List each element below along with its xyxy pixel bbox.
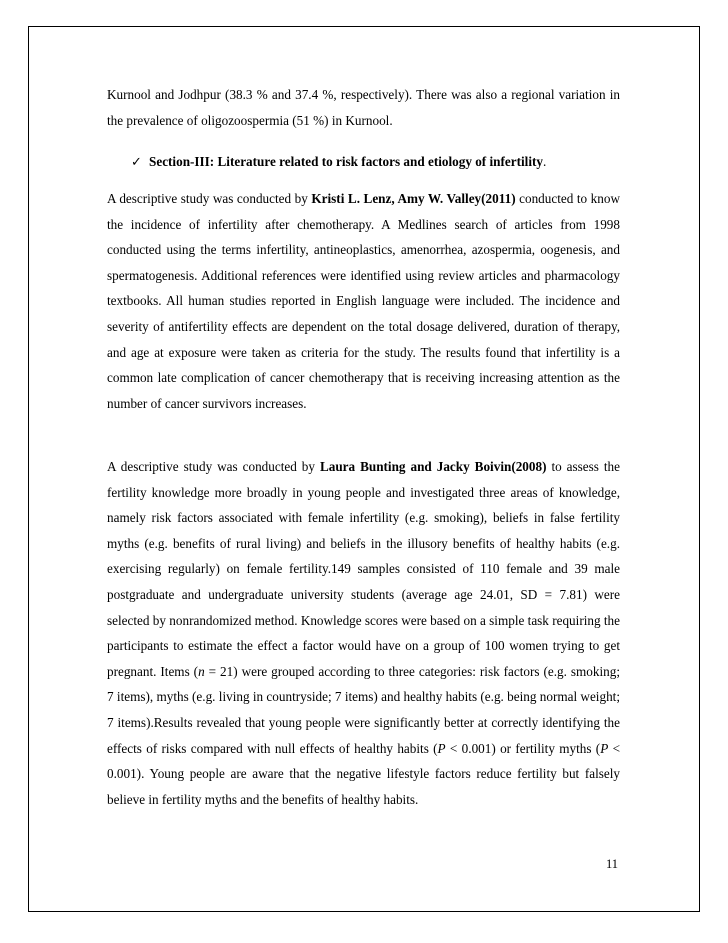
paragraph-2 — [107, 186, 620, 416]
paragraph-1 — [107, 82, 620, 133]
section-heading-title: Section-III: Literature related to risk factors and etiology of infertility — [149, 154, 543, 169]
paragraph-3-lead: A descriptive study was conducted by — [107, 459, 320, 474]
paragraph-2-lead: A descriptive study was conducted by — [107, 191, 312, 206]
paragraph-2-body: conducted to know the incidence of infertility after chemotherapy. A Medlines search of articles from 1998 conducted using the terms infertility, antineoplastics, amenorrhea, azospermia, oogenesis, and spermatogenesis. Additional references were identified using review articles and pharmacology textbooks. All human studies reported in English language were included. The incidence and severity of antifertility effects are dependent on the total dosage delivered, duration of therapy, and age at exposure were taken as criteria for the study. The results found that infertility is a common late complication of cancer chemotherapy that is receiving increasing attention as the number of cancer survivors increases. — [107, 191, 620, 411]
paragraph-3 — [107, 454, 620, 812]
p-variable-2: P — [600, 740, 609, 756]
checkmark-bullet-icon: ✓ — [131, 154, 143, 169]
paragraph-3-body-4: < 0.001). Young people are aware that the negative lifestyle factors reduce fertility but falsely believe in fertility myths and the benefits of healthy habits. — [107, 740, 621, 807]
paragraph-2-authors: Kristi L. Lenz, Amy W. Valley(2011) — [311, 191, 516, 206]
paragraph-3-body-1: to assess the fertility knowledge more broadly in young people and investigated three areas of knowledge, namely risk factors associated with female infertility (e.g. smoking), beliefs in false fertility myths (e.g. benefits of rural living) and beliefs in the illusory benefits of healthy habits (e.g. exercising regularly) on female fertility.149 samples consisted of 110 female and 39 male postgraduate and undergraduate university students (average age 24.01, SD = 7.81) were selected by nonrandomized method. Knowledge scores were based on a simple task requiring the participants to estimate the effect a factor would have on a group of 100 women trying to get pregnant. Items ( — [107, 459, 620, 679]
paragraph-3-body-2: = 21) were grouped according to three categories: risk factors (e.g. smoking; 7 items), myths (e.g. living in countryside; 7 items) and healthy habits (e.g. being normal weight; 7 items).Results revealed that young people were significantly better at correctly identifying the effects of risks compared with null effects of healthy habits ( — [107, 663, 620, 756]
section-heading — [131, 152, 621, 172]
paragraph-3-body-3: < 0.001) or fertility myths ( — [445, 740, 601, 756]
p-variable-1: P — [437, 740, 446, 756]
page-number: 11 — [606, 857, 619, 871]
section-heading-period: . — [542, 154, 547, 169]
paragraph-1-text: Kurnool and Jodhpur (38.3 % and 37.4 %, respectively). There was also a regional variation in the prevalence of oligozoospermia (51 %) in Kurnool. — [107, 87, 620, 128]
n-variable: n — [198, 663, 205, 679]
paragraph-3-authors: Laura Bunting and Jacky Boivin(2008) — [319, 459, 547, 474]
